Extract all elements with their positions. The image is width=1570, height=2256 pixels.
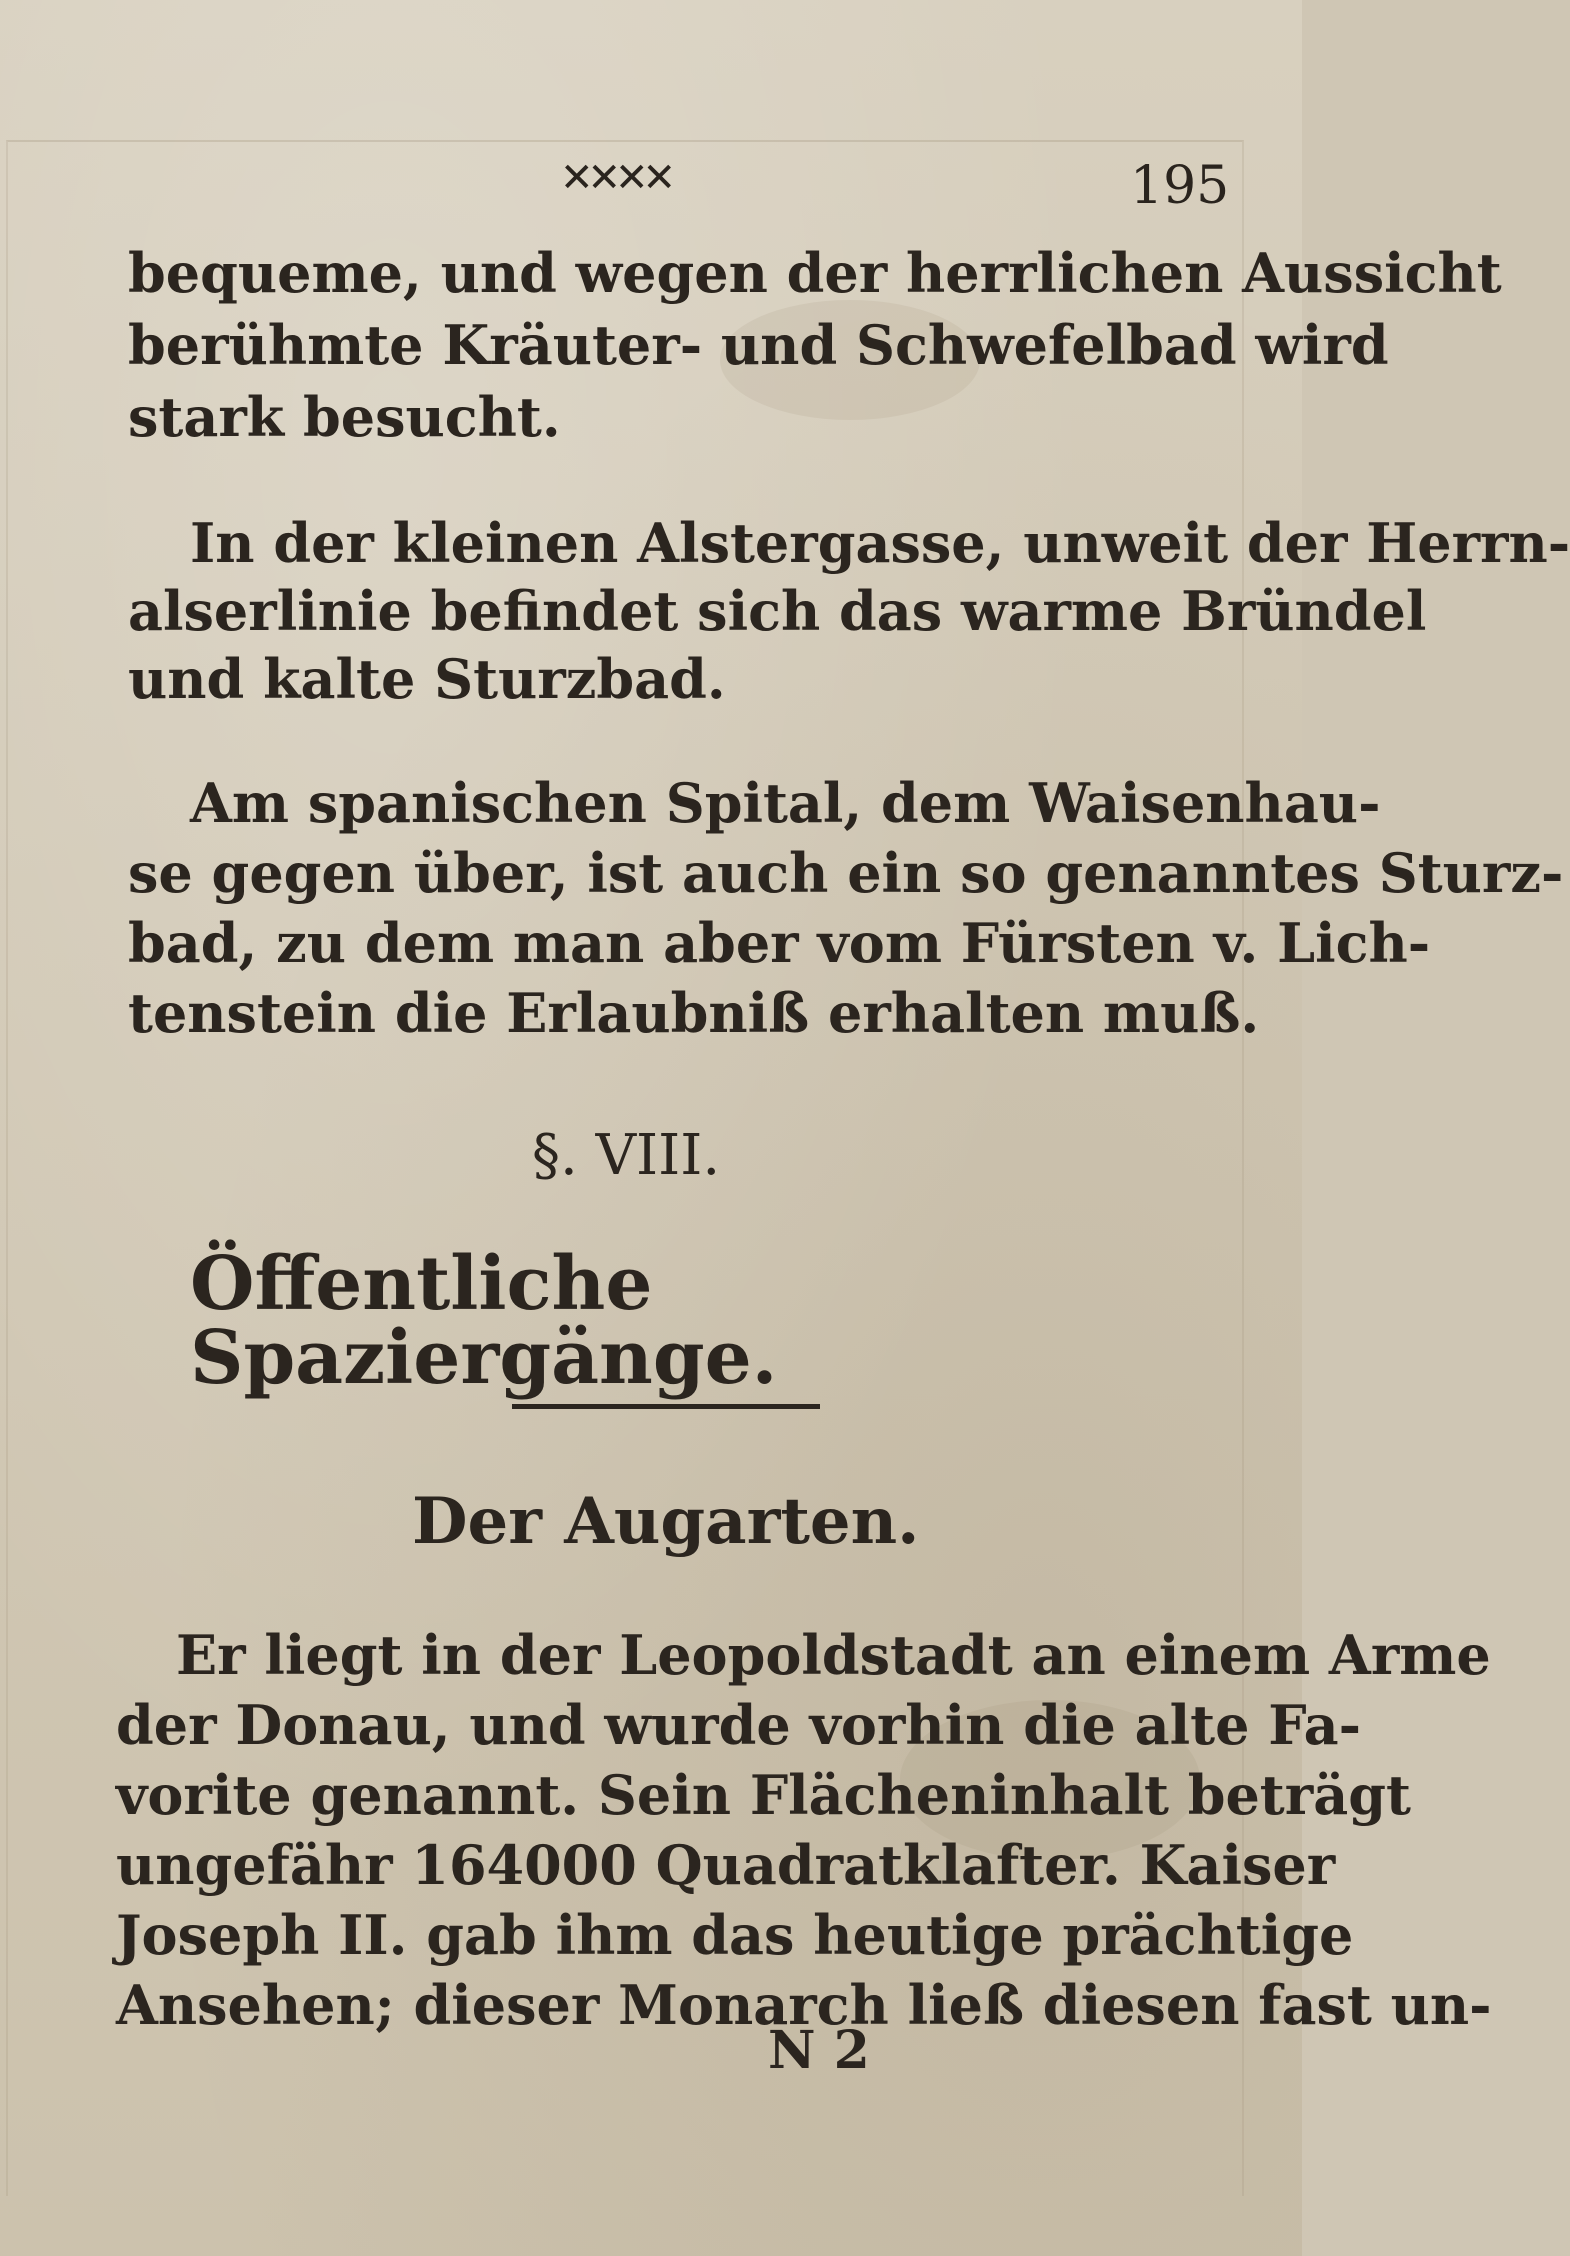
page-number: 195 <box>1130 156 1230 216</box>
text-line: berühmte Kräuter- und Schwefelbad wird <box>128 313 1389 377</box>
text-line: vorite genannt. Sein Flächeninhalt beträgt <box>116 1763 1411 1827</box>
text-line: ungefähr 164000 Quadratklafter. Kaiser <box>116 1833 1336 1897</box>
text-line: der Donau, und wurde vorhin die alte Fa- <box>116 1693 1362 1757</box>
signature-mark: N 2 <box>768 2020 870 2081</box>
text-line: se gegen über, ist auch ein so genanntes Sturz- <box>128 841 1564 905</box>
section-title: Öffentliche Spaziergänge. <box>190 1241 778 1401</box>
text-line: Joseph II. gab ihm das heutige prächtige <box>116 1903 1354 1967</box>
text-line: In der kleinen Alstergasse, unweit der Herrn- <box>190 511 1570 575</box>
text-line: bad, zu dem man aber vom Fürsten v. Lich- <box>128 911 1431 975</box>
text-line: Ansehen; dieser Monarch ließ diesen fast un- <box>116 1973 1492 2037</box>
header-ornament: ✕✕✕✕ <box>560 155 671 201</box>
text-line: Er liegt in der Leopoldstadt an einem Arme <box>176 1623 1491 1687</box>
section-divider <box>512 1404 820 1409</box>
section-number: §. VIII. <box>532 1123 721 1188</box>
text-line: tenstein die Erlaubniß erhalten muß. <box>128 981 1260 1045</box>
text-line: stark besucht. <box>128 385 561 449</box>
text-line: bequeme, und wegen der herrlichen Aussicht <box>128 241 1502 305</box>
text-line: Am spanischen Spital, dem Waisenhau- <box>190 771 1381 835</box>
section-subtitle: Der Augarten. <box>412 1484 920 1559</box>
text-line: und kalte Sturzbad. <box>128 647 726 711</box>
text-line: alserlinie befindet sich das warme Bründel <box>128 579 1427 643</box>
